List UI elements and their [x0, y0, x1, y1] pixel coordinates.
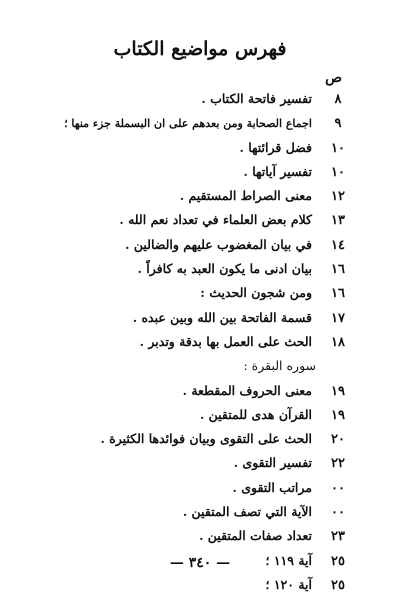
page-number: ٢٥ — [331, 577, 345, 593]
list-item — [0, 454, 400, 478]
page-number: ١٣ — [331, 213, 345, 229]
page-number: ٢٢ — [331, 456, 345, 472]
list-item — [0, 284, 400, 308]
list-item — [0, 406, 400, 430]
list-item — [0, 503, 400, 527]
topic-text: الحث على العمل بها بدقة وتدبر . — [139, 333, 312, 349]
list-item — [0, 260, 400, 284]
list-item — [0, 430, 400, 454]
page-footer-number: — ٣٤٠ — — [169, 555, 231, 571]
page-number: ١٢ — [331, 189, 345, 205]
page-number: ١٧ — [331, 310, 345, 326]
page-number: ١٦ — [331, 262, 345, 278]
list-item — [0, 333, 400, 357]
page-number: ٨ — [334, 92, 342, 107]
section-heading-row — [0, 357, 400, 381]
topic-text: القرآن هدى للمتقين . — [199, 406, 312, 422]
page-number: ٠٠ — [331, 480, 345, 496]
topic-text: في بيان المغضوب عليهم والضالين . — [125, 236, 312, 252]
topic-text: مراتب التقوى . — [232, 479, 312, 495]
topic-text: تفسير التقوى . — [233, 455, 312, 471]
topic-text: بيان ادنى ما يكون العبد به كافراً . — [137, 261, 312, 277]
page-number: ٩ — [334, 116, 342, 132]
page-number: ١٩ — [331, 407, 345, 423]
topic-text: تفسير آياتها . — [243, 163, 312, 179]
list-item — [0, 527, 400, 551]
topic-text: معنى الحروف المقطعة . — [182, 382, 312, 398]
page-number: ٢٥ — [331, 553, 345, 569]
list-item — [0, 139, 400, 163]
topic-text: الحث على التقوى وبيان فوائدها الكثيرة . — [100, 431, 312, 447]
topic-text: آية ١١٩ ؛ — [265, 552, 312, 568]
page-number: ١٤ — [331, 237, 345, 253]
topic-text: كلام بعض العلماء في تعداد نعم الله . — [119, 212, 312, 228]
list-item — [0, 309, 400, 333]
list-item — [0, 479, 400, 503]
list-item — [0, 382, 400, 406]
topic-text: تفسير فاتحة الكتاب . — [201, 91, 312, 106]
page-title: فهرس مواضيع الكتاب — [113, 38, 287, 60]
list-item — [0, 236, 400, 260]
section-heading: سوره البقرة : — [243, 358, 316, 374]
topic-text: ومن شجون الحديث : — [200, 285, 312, 301]
topic-text: الآية التي تصف المتقين . — [182, 504, 312, 520]
list-item — [0, 211, 400, 235]
list-item — [0, 576, 400, 600]
topic-text: اجماع الصحابة ومن بعدهم على ان البسملة جزء منها ؛ — [64, 117, 312, 131]
page-number: ١٠ — [331, 164, 345, 180]
page-number: ١٠ — [331, 140, 345, 156]
page-number: ١٨ — [331, 334, 345, 350]
list-item — [0, 163, 400, 187]
page-number: ٢٣ — [331, 529, 345, 545]
topic-text: آية ١٢٠ ؛ — [265, 576, 312, 592]
page-number: ١٦ — [331, 286, 345, 302]
page-number: ٠٠ — [331, 505, 345, 521]
list-item — [0, 90, 400, 114]
list-item — [0, 187, 400, 211]
page-column-label: ص — [325, 70, 342, 86]
topic-text: قسمة الفاتحة بين الله وبين عبده . — [132, 309, 312, 325]
contents-list — [0, 90, 400, 600]
list-item — [0, 114, 400, 138]
page-number: ١٩ — [331, 383, 345, 399]
topic-text: معنى الصراط المستقيم . — [179, 188, 312, 204]
topic-text: تعداد صفات المتقين . — [199, 528, 312, 544]
page-number: ٢٠ — [331, 432, 345, 448]
topic-text: فضل قرائتها . — [239, 139, 312, 155]
